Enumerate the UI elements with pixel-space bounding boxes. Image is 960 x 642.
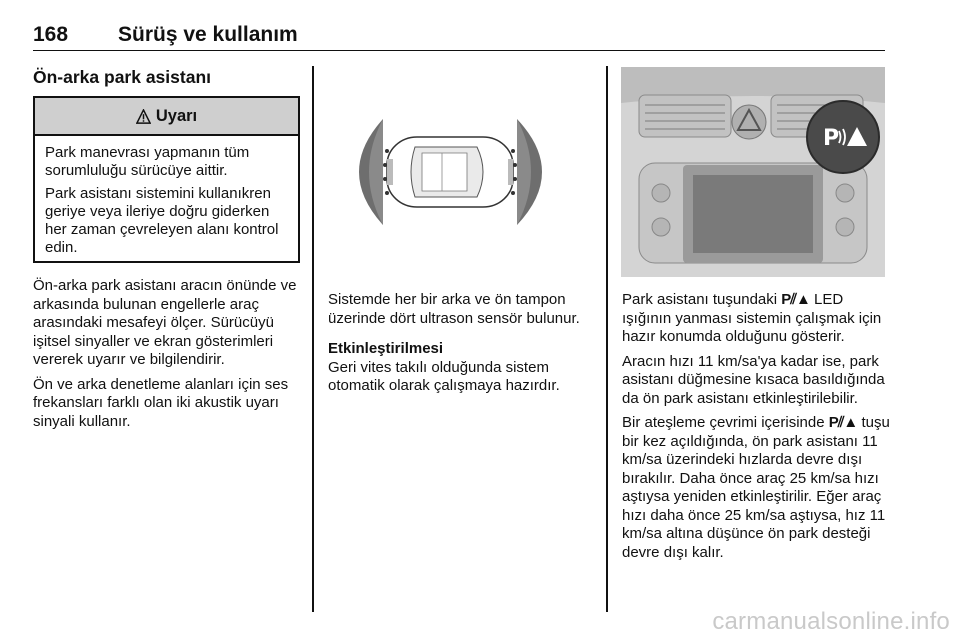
svg-text:P: P [823, 126, 840, 151]
text-part: tuşu bir kez açıldığında, ön park asistanı 11 km/sa üzerindeki hızlarda devre dışı bırakılır. Daha önce araç 25 km/sa hızı aştıysa yeniden etkinleştirilir. Eğer araç hızı daha önce 25 km/sa aştıysa, hız 11 km/sa altına düşünce ön park desteği devre dışı kalır. [622, 414, 890, 561]
text-part: Park asistanı tuşundaki [622, 291, 778, 308]
column-3-text [622, 291, 892, 568]
car-sensor-diagram-illustration [327, 67, 593, 277]
text-part: LED ışığının yanması sistemin çalışmak için hazır konumda olduğunu gösterir. [622, 291, 882, 345]
subheading-activation: Etkinleştirilmesi [328, 340, 444, 357]
section-title: Ön-arka park asistanı [33, 67, 211, 87]
park-assist-symbol-icon: P⫽▲ [828, 414, 858, 431]
warning-header [35, 98, 298, 136]
body-paragraph [622, 414, 892, 562]
page-header [33, 14, 885, 51]
text-part: Bir ateşleme çevrimi içerisinde [622, 414, 825, 431]
dashboard-park-button-illustration [621, 67, 885, 277]
warning-title: Uyarı [155, 106, 198, 125]
warning-paragraph: Park asistanı sistemini kullanıkren geriye veya ileriye doğru giderken her zaman çevreleyen alanı kontrol edin. [45, 185, 279, 256]
warning-body [35, 136, 298, 257]
body-paragraph: Geri vites takılı olduğunda sistem otomatik olarak çalışmaya hazırdır. [328, 358, 560, 394]
column-divider [606, 66, 608, 612]
warning-box [33, 96, 300, 263]
body-paragraph: Sistemde her bir arka ve ön tampon üzerinde dört ultrason sensör bulunur. [328, 291, 580, 327]
body-paragraph [622, 291, 892, 347]
park-assist-symbol-icon: P⫽▲ [781, 291, 810, 308]
chapter-title: Sürüş ve kullanım [118, 23, 298, 46]
column-1-text [33, 277, 299, 437]
warning-triangle-icon [136, 109, 151, 124]
watermark: carmanualsonline.info [712, 608, 950, 635]
column-divider [312, 66, 314, 612]
column-2-text [328, 291, 598, 402]
page-number: 168 [33, 23, 69, 46]
body-paragraph: Ön ve arka denetleme alanları için ses frekansları farklı olan iki akustik uyarı sinyali kullanır. [33, 375, 289, 430]
body-paragraph: Aracın hızı 11 km/sa'ya kadar ise, park asistanı düğmesine kısaca basıldığında da ön park asistanı etkinleştirilebilir. [622, 352, 885, 407]
warning-paragraph: Park manevrası yapmanın tüm sorumluluğu sürücüye aittir. [45, 144, 250, 179]
body-paragraph: Ön-arka park asistanı aracın önünde ve arkasında bulunan engellerle araç arasındaki mesafeyi ölçer. Sürücüyü işitsel sinyaller ve ekran gösterimleri vererek uyarır ve bilgilendirir. [33, 277, 297, 368]
